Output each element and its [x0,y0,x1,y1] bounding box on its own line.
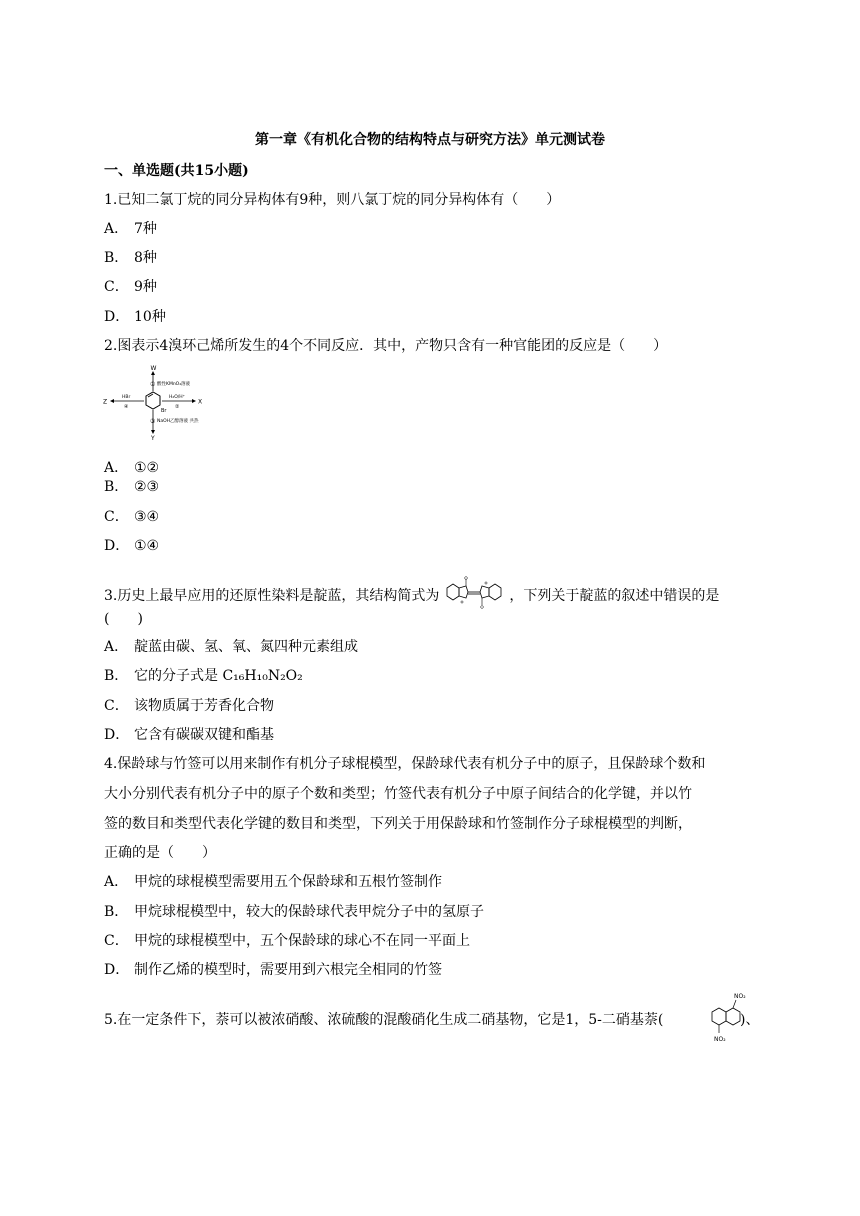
question-2-option-d: D． ①④ [104,538,160,554]
section-heading: 一、单选题(共15小题) [104,163,249,179]
question-1-option-b: B． 8种 [104,250,157,266]
question-3-option-c: C． 该物质属于芳香化合物 [104,698,274,714]
question-1-option-a: A． 7种 [104,221,157,237]
bromocyclohexene-reaction-diagram [100,364,220,444]
question-3-stem: 3.历史上最早应用的还原性染料是靛蓝，其结构简式为 ，下列关于靛蓝的叙述中错误的是 [104,574,719,614]
question-5-stem: 5.在一定条件下，萘可以被浓硝酸、浓硫酸的混酸硝化生成二硝基物，它是1，5-二硝基萘( [104,1012,664,1028]
svg-text:HBr: HBr [122,395,131,400]
question-4-option-c: C． 甲烷的球棍模型中，五个保龄球的球心不在同一平面上 [104,933,470,949]
page-title: 第一章《有机化合物的结构特点与研究方法》单元测试卷 [255,132,605,148]
svg-text:Z: Z [103,398,108,406]
question-4-option-a: A． 甲烷的球棍模型需要用五个保龄球和五根竹签制作 [104,874,442,890]
question-4-stem-line-2: 大小分别代表有机分子中的原子个数和类型；竹签代表有机分子中原子间结合的化学键，并以竹 [104,786,692,802]
question-2-option-b: B． ②③ [104,479,160,495]
question-2-stem: 2.图表示4溴环己烯所发生的4个不同反应．其中，产物只含有一种官能团的反应是（ ） [104,338,668,354]
question-3-option-b: B． 它的分子式是 C₁₆H₁₀N₂O₂ [104,668,303,684]
question-5-stem-tail: )、 [740,1012,760,1028]
svg-text:Y: Y [151,435,155,442]
question-4-stem-line-1: 4.保龄球与竹签可以用来制作有机分子球棍模型，保龄球代表有机分子中的原子，且保龄球个数和 [104,756,706,772]
svg-text:NaOH乙醇溶液 共热: NaOH乙醇溶液 共热 [157,419,199,424]
svg-text:②: ② [175,404,180,410]
question-4-option-d: D． 制作乙烯的模型时，需要用到六根完全相同的竹签 [104,962,442,978]
svg-text:H₂O/H⁺: H₂O/H⁺ [169,395,186,400]
svg-text:Br: Br [161,408,167,414]
svg-text:NO₂: NO₂ [714,1036,726,1043]
svg-text:④: ④ [124,404,129,410]
question-4-stem-line-4: 正确的是（ ） [104,845,216,861]
svg-text:NO₂: NO₂ [734,993,746,1000]
question-1-option-c: C． 9种 [104,279,157,295]
svg-text:酸性KMnO₄溶液: 酸性KMnO₄溶液 [157,382,191,387]
indigo-structure-icon [439,574,509,614]
question-3-option-d: D． 它含有碳碳双键和酯基 [104,727,274,743]
question-2-option-a: A． ①② [104,460,160,476]
svg-text:①: ① [150,381,156,388]
svg-text:W: W [150,365,157,372]
question-4-option-b: B． 甲烷球棍模型中，较大的保龄球代表甲烷分子中的氢原子 [104,904,484,920]
question-2-option-c: C． ③④ [104,509,160,525]
question-1-option-d: D． 10种 [104,309,166,325]
question-1-stem: 1.已知二氯丁烷的同分异构体有9种，则八氯丁烷的同分异构体有（ ） [104,192,561,208]
question-4-stem-line-3: 签的数目和类型代表化学键的数目和类型，下列关于用保龄球和竹签制作分子球棍模型的判断， [104,816,692,832]
svg-text:X: X [198,398,203,406]
question-3-option-a: A． 靛蓝由碳、氢、氧、氮四种元素组成 [104,639,358,655]
svg-text:③: ③ [150,418,156,425]
question-3-blank: ( ) [104,611,143,627]
